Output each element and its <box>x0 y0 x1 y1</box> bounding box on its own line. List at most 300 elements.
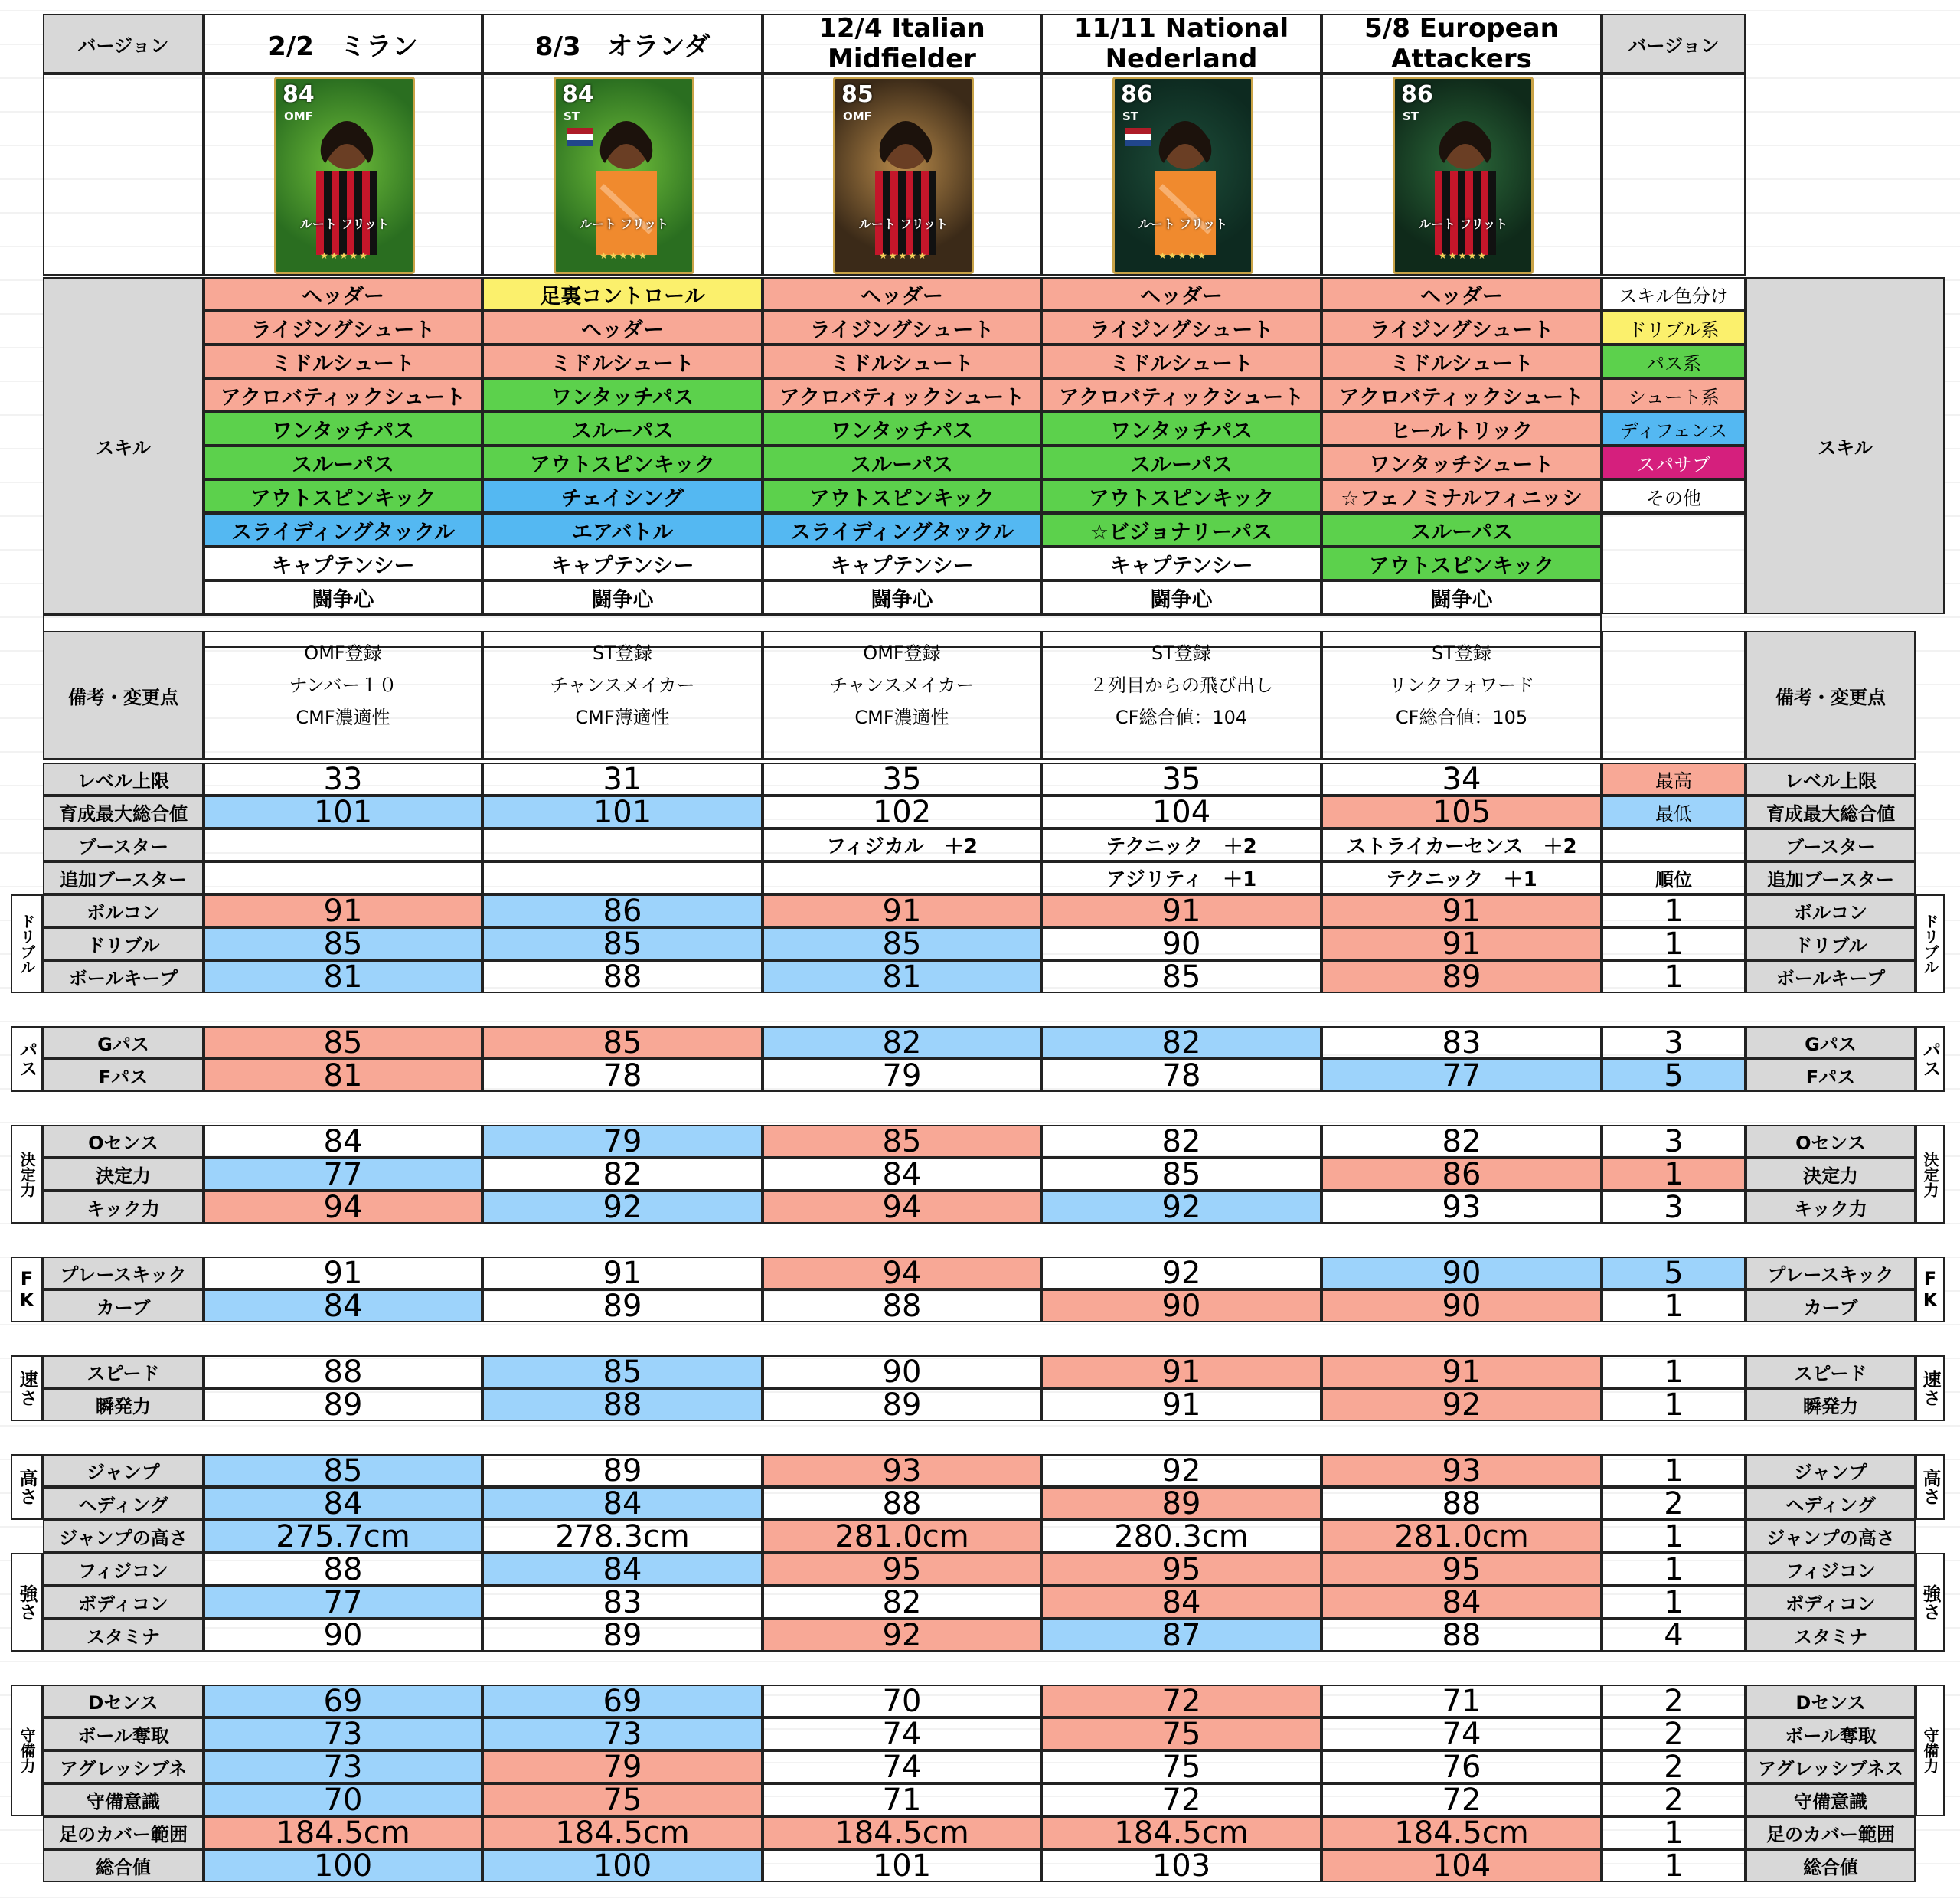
skill-cell <box>1041 277 1321 311</box>
skill-cell-text: ワンタッチパス <box>1109 419 1253 443</box>
skill-cell-text: 闘争心 <box>1430 587 1493 612</box>
skill-cell <box>763 378 1041 412</box>
stat-value <box>763 828 1041 861</box>
rank-value <box>1602 1520 1746 1553</box>
section-label-text: 速さ <box>16 1370 38 1407</box>
skill-cell <box>204 580 482 614</box>
stat-value <box>482 1158 763 1191</box>
stat-value <box>204 1553 482 1586</box>
skill-cell <box>763 479 1041 513</box>
stat-value <box>763 927 1041 960</box>
stat-value <box>204 1816 482 1849</box>
stat-value <box>763 1816 1041 1849</box>
note-line: CF総合値：105 <box>1395 707 1528 728</box>
stat-value-text: 82 <box>1161 1026 1201 1059</box>
group-separator <box>11 1322 1945 1355</box>
stat-value <box>1321 1191 1602 1224</box>
stat-value <box>482 1487 763 1520</box>
stat-value <box>1041 1520 1321 1553</box>
skill-cell-text: ミドルシュート <box>271 351 415 376</box>
rank-value <box>1602 1816 1746 1849</box>
note-line: ナンバー１０ <box>289 675 397 696</box>
stat-value-text: 69 <box>323 1685 363 1717</box>
stat-label-right-text: カーブ <box>1803 1297 1858 1319</box>
stat-value <box>1321 1750 1602 1783</box>
stat-label-left <box>43 1783 204 1816</box>
legend-item <box>1602 412 1746 446</box>
stat-label-right-text: キック力 <box>1794 1198 1867 1220</box>
stat-value <box>482 1849 763 1882</box>
section-label <box>1916 1125 1945 1224</box>
notes-label-left-text: 備考・変更点 <box>68 686 178 708</box>
stat-label-left-text: レベル上限 <box>77 770 169 792</box>
skill-cell-text: アクロバティックシュート <box>779 385 1025 410</box>
player-portrait-icon <box>835 79 974 274</box>
stat-value <box>1041 1586 1321 1619</box>
skill-cell <box>1321 345 1602 378</box>
stat-value <box>1321 894 1602 927</box>
stat-value-text: 91 <box>1442 1355 1481 1388</box>
stat-label-right <box>1746 796 1916 828</box>
notes-cell <box>1321 631 1602 760</box>
skill-cell <box>482 446 763 479</box>
stat-label-right-text: 守備意識 <box>1794 1791 1867 1812</box>
skill-cell-text: ワンタッチパス <box>550 385 694 410</box>
notes-cell <box>482 631 763 760</box>
stat-value-text: 90 <box>1442 1257 1481 1289</box>
stat-value-text: 89 <box>323 1388 363 1421</box>
stat-value-text: 101 <box>313 796 373 828</box>
rank-value <box>1602 960 1746 993</box>
skill-cell <box>204 479 482 513</box>
stat-value-text: 90 <box>1161 1289 1201 1322</box>
rank-value-text: 1 <box>1664 1849 1684 1882</box>
stat-label-left-text: 総合値 <box>96 1857 151 1878</box>
stat-value-text: 73 <box>323 1750 363 1783</box>
stat-label-right-text: フィジコン <box>1785 1560 1877 1582</box>
stat-label-left <box>43 1553 204 1586</box>
skill-cell-text: アウトスピンキック <box>1088 486 1275 511</box>
skill-cell-text: ☆ビジョナリーパス <box>1089 520 1273 544</box>
stat-value-text: 74 <box>882 1717 922 1750</box>
stat-value-text: 85 <box>323 1026 363 1059</box>
skill-cell-text: アクロバティックシュート <box>220 385 466 410</box>
stat-value-text: 85 <box>323 1454 363 1487</box>
stat-label-right-text: 育成最大総合値 <box>1766 803 1895 825</box>
stat-label-right-text: ジャンプ <box>1794 1462 1867 1483</box>
stat-value <box>763 1783 1041 1816</box>
skill-cell-text: アクロバティックシュート <box>1058 385 1305 410</box>
stat-label-left-text: 守備意識 <box>87 1791 160 1812</box>
rank-value-text: 1 <box>1664 1553 1684 1586</box>
stat-value-text: 75 <box>603 1783 642 1816</box>
skill-cell <box>1041 345 1321 378</box>
stat-value <box>1321 1026 1602 1059</box>
stat-value <box>1321 1454 1602 1487</box>
player-portrait-icon <box>1395 79 1534 274</box>
note-line: ST登録 <box>1152 642 1211 664</box>
stat-value <box>482 1717 763 1750</box>
skill-cell <box>1321 547 1602 580</box>
stat-value <box>1041 1388 1321 1421</box>
stat-value <box>1321 1685 1602 1717</box>
skill-cell-text: 闘争心 <box>1150 587 1213 612</box>
card-position: ST <box>564 109 580 123</box>
rank-value <box>1602 1355 1746 1388</box>
section-label-text: FK <box>1919 1268 1941 1311</box>
skill-cell <box>482 547 763 580</box>
stat-label-left-text: ジャンプの高さ <box>59 1528 188 1549</box>
skill-cell <box>204 446 482 479</box>
version-header-right <box>1602 14 1746 74</box>
stat-value <box>1041 1553 1321 1586</box>
stat-label-right-text: スピード <box>1794 1363 1867 1384</box>
stat-value-text: 100 <box>593 1849 652 1882</box>
stat-label-right-text: ボールキープ <box>1775 968 1886 989</box>
stat-value-text: ストライカーセンス ＋2 <box>1346 835 1577 858</box>
group-separator <box>11 1421 1945 1454</box>
legend-item <box>1602 311 1746 345</box>
section-label-text: 決定力 <box>18 1151 36 1198</box>
stat-value <box>1321 1783 1602 1816</box>
stat-value <box>763 861 1041 894</box>
rank-value-text: 1 <box>1664 1388 1684 1421</box>
stat-value-text: 91 <box>323 894 363 927</box>
stat-value <box>204 1454 482 1487</box>
skill-cell <box>1321 580 1602 614</box>
stat-value <box>1041 1487 1321 1520</box>
stat-value <box>1321 927 1602 960</box>
stat-value <box>482 796 763 828</box>
stat-label-right-text: ジャンプの高さ <box>1766 1528 1895 1549</box>
stat-label-left-text: 瞬発力 <box>96 1396 151 1417</box>
rank-value <box>1602 1553 1746 1586</box>
stat-label-right <box>1746 861 1916 894</box>
skill-cell-text: アウトスピンキック <box>808 486 995 511</box>
rank-value <box>1602 1586 1746 1619</box>
stat-value-text: 34 <box>1442 763 1481 796</box>
player-card <box>1112 77 1253 274</box>
version-title-text: 12/4 Italian Midfielder <box>818 14 985 74</box>
skill-cell-text: ライジングシュート <box>250 318 436 342</box>
stat-value-text: 101 <box>872 1849 932 1882</box>
stat-value-text: 31 <box>603 763 642 796</box>
skill-cell-text: ヒールトリック <box>1390 419 1534 443</box>
stat-value-text: 79 <box>603 1750 642 1783</box>
stat-label-right <box>1746 894 1916 927</box>
stat-value-text: 85 <box>323 927 363 960</box>
rank-value-text: 5 <box>1664 1059 1684 1092</box>
skill-cell <box>482 580 763 614</box>
rank-value-text: 1 <box>1664 894 1684 927</box>
version-title <box>204 14 482 74</box>
stat-value-text: 104 <box>1152 796 1211 828</box>
stat-value-text: 85 <box>603 927 642 960</box>
stat-value-text: 94 <box>882 1257 922 1289</box>
stat-value <box>1041 1849 1321 1882</box>
stat-value-text: 35 <box>1161 763 1201 796</box>
version-title <box>1321 14 1602 74</box>
skill-cell <box>763 547 1041 580</box>
legend-item <box>1602 479 1746 513</box>
player-card <box>274 77 415 274</box>
stat-value <box>763 796 1041 828</box>
stat-value-text: 84 <box>882 1158 922 1191</box>
card-stars: ★★★★★ <box>1439 250 1488 261</box>
skill-cell-text: アウトスピンキック <box>1368 554 1555 578</box>
skill-cell <box>763 580 1041 614</box>
stat-value <box>204 1750 482 1783</box>
stat-label-left-text: ボディコン <box>77 1593 169 1615</box>
section-label <box>1916 1355 1945 1421</box>
stat-label-right <box>1746 1355 1916 1388</box>
stat-value-text: 100 <box>313 1849 373 1882</box>
section-label-text: 高さ <box>1919 1469 1941 1505</box>
rank-value <box>1602 1783 1746 1816</box>
stat-label-left <box>43 1355 204 1388</box>
stat-value-text: 89 <box>1442 960 1481 993</box>
stat-value-text: 90 <box>1161 927 1201 960</box>
stat-value-text: 75 <box>1161 1717 1201 1750</box>
stat-value <box>1041 1816 1321 1849</box>
skill-cell <box>1041 513 1321 547</box>
note-line: リンクフォワード <box>1388 675 1535 696</box>
stat-label-left-text: Gパス <box>97 1034 149 1055</box>
stat-value <box>1041 960 1321 993</box>
skill-cell <box>763 446 1041 479</box>
stat-value <box>204 1619 482 1652</box>
skill-cell <box>1321 378 1602 412</box>
skill-cell-text: ワンタッチシュート <box>1369 453 1554 477</box>
skill-cell-text: ヘッダー <box>861 284 943 309</box>
stat-value <box>1321 1059 1602 1092</box>
stat-value <box>204 1125 482 1158</box>
skill-cell <box>1321 513 1602 547</box>
rank-value-text: 1 <box>1664 1355 1684 1388</box>
rank-value-text: 2 <box>1664 1750 1684 1783</box>
stat-value <box>1321 1257 1602 1289</box>
stat-label-right <box>1746 1783 1916 1816</box>
stat-label-right-text: ドリブル <box>1794 935 1867 956</box>
stat-value <box>1041 927 1321 960</box>
stat-label-left <box>43 894 204 927</box>
rank-value-text: 3 <box>1664 1026 1684 1059</box>
stat-value-text: 184.5cm <box>1394 1816 1529 1849</box>
stat-label-right-text: 瞬発力 <box>1803 1396 1858 1417</box>
rank-value-text: 3 <box>1664 1125 1684 1158</box>
stat-label-right-text: ヘディング <box>1785 1495 1876 1516</box>
stat-value <box>204 796 482 828</box>
card-right-blank <box>1602 74 1746 276</box>
stat-value <box>204 1487 482 1520</box>
skill-cell <box>204 345 482 378</box>
stat-label-left-text: ボールキープ <box>68 968 178 989</box>
stat-value <box>204 1586 482 1619</box>
skill-cell-text: アウトスピンキック <box>250 486 436 511</box>
stat-value-text: 88 <box>1442 1619 1481 1652</box>
stat-label-left-text: 決定力 <box>96 1165 151 1187</box>
stat-value-text: 78 <box>1161 1059 1201 1092</box>
card-rating: 85 <box>841 81 874 108</box>
stat-value <box>763 1125 1041 1158</box>
stat-value-text: 281.0cm <box>835 1520 969 1553</box>
stat-value-text: 83 <box>603 1586 642 1619</box>
stat-value <box>482 1553 763 1586</box>
stat-value-text: 281.0cm <box>1394 1520 1529 1553</box>
skill-cell <box>1041 479 1321 513</box>
stat-label-left <box>43 1191 204 1224</box>
stat-value <box>204 1191 482 1224</box>
stat-value-text: 89 <box>603 1619 642 1652</box>
section-label-text: ドリブル <box>18 913 36 975</box>
rank-value-text: 最低 <box>1655 803 1692 825</box>
stat-value <box>482 1026 763 1059</box>
stat-label-left <box>43 1685 204 1717</box>
stat-value <box>1321 1125 1602 1158</box>
note-line: ２列目からの飛び出し <box>1089 675 1273 696</box>
stat-value <box>482 1685 763 1717</box>
stat-value-text: 88 <box>1442 1487 1481 1520</box>
stat-value <box>763 1388 1041 1421</box>
card-player-name: ルート フリット <box>579 217 669 231</box>
stat-value <box>482 1289 763 1322</box>
stat-value-text: 102 <box>872 796 932 828</box>
stat-value-text: 82 <box>882 1586 922 1619</box>
stat-value <box>1041 894 1321 927</box>
skill-cell <box>1041 311 1321 345</box>
note-line: CMF薄適性 <box>575 707 670 728</box>
stat-label-right <box>1746 1685 1916 1717</box>
stat-label-right-text: Fパス <box>1805 1067 1856 1088</box>
card-player-name: ルート フリット <box>858 217 949 231</box>
stat-value-text: 88 <box>323 1553 363 1586</box>
rank-value-text: 2 <box>1664 1783 1684 1816</box>
stat-value <box>1321 763 1602 796</box>
stat-value <box>1041 1125 1321 1158</box>
stat-value <box>1041 763 1321 796</box>
stat-label-left <box>43 1257 204 1289</box>
stat-value-text: 84 <box>603 1487 642 1520</box>
skill-cell <box>204 547 482 580</box>
stat-label-left-text: アグレッシブネ <box>59 1758 188 1779</box>
stat-value <box>1321 1158 1602 1191</box>
skill-cell <box>763 412 1041 446</box>
stat-label-left <box>43 796 204 828</box>
rank-value <box>1602 1487 1746 1520</box>
skill-cell-text: 闘争心 <box>312 587 374 612</box>
stat-value <box>763 1520 1041 1553</box>
skill-cell-text: ワンタッチパス <box>271 419 415 443</box>
stat-value <box>482 1257 763 1289</box>
skill-cell <box>1041 547 1321 580</box>
rank-header <box>1602 861 1746 894</box>
stat-value-text: 88 <box>882 1487 922 1520</box>
stat-label-right <box>1746 1125 1916 1158</box>
stat-value-text: 77 <box>323 1586 363 1619</box>
section-label-text: FK <box>16 1268 38 1311</box>
skill-cell <box>482 277 763 311</box>
stat-value <box>1041 1717 1321 1750</box>
stat-label-left-text: ヘディング <box>78 1495 168 1516</box>
rank-value <box>1602 1454 1746 1487</box>
stat-value <box>1321 1849 1602 1882</box>
stat-value <box>204 1849 482 1882</box>
stat-value-text: 73 <box>603 1717 642 1750</box>
skill-cell-text: スルーパス <box>1130 453 1233 477</box>
stat-label-right-text: アグレッシブネス <box>1757 1758 1904 1779</box>
section-label <box>11 1553 43 1652</box>
skill-cell <box>1321 479 1602 513</box>
stat-value <box>204 894 482 927</box>
stat-value-text: 90 <box>323 1619 363 1652</box>
skill-cell-text: キャプテンシー <box>271 554 415 578</box>
stat-value-text: テクニック ＋2 <box>1106 835 1257 858</box>
card-stars: ★★★★★ <box>879 250 928 261</box>
version-title <box>1041 14 1321 74</box>
stat-label-left <box>43 763 204 796</box>
skills-label-left <box>43 277 204 614</box>
stat-label-right <box>1746 763 1916 796</box>
stat-value-text: 91 <box>323 1257 363 1289</box>
card-position: ST <box>1122 109 1139 123</box>
stat-label-left-text: 育成最大総合値 <box>59 803 188 825</box>
skill-cell-text: 闘争心 <box>871 587 933 612</box>
skill-cell <box>1321 446 1602 479</box>
stat-value <box>204 1059 482 1092</box>
stat-value-text: 84 <box>1161 1586 1201 1619</box>
stat-value <box>763 1619 1041 1652</box>
skill-cell-text: ミドルシュート <box>830 351 974 376</box>
stat-label-right-text: Dセンス <box>1795 1692 1866 1714</box>
stat-label-left <box>43 1750 204 1783</box>
skill-cell-text: ☆フェノミナルフィニッシ <box>1341 486 1583 511</box>
skills-label-left-text: スキル <box>96 436 151 459</box>
stat-value-text: 92 <box>882 1619 922 1652</box>
skill-cell-text: スルーパス <box>851 453 953 477</box>
section-label-text: 速さ <box>1919 1370 1941 1407</box>
section-label <box>1916 1026 1945 1092</box>
stat-label-left <box>43 1717 204 1750</box>
skill-cell <box>482 479 763 513</box>
stat-label-left <box>43 960 204 993</box>
rank-value-text: 2 <box>1664 1487 1684 1520</box>
stat-value-text: 95 <box>1161 1553 1201 1586</box>
stat-value-text: 89 <box>1161 1487 1201 1520</box>
rank-value <box>1602 796 1746 828</box>
rank-value-text: 5 <box>1664 1257 1684 1289</box>
rank-value-text: 1 <box>1664 1520 1684 1553</box>
notes-label-right-text: 備考・変更点 <box>1775 686 1886 708</box>
section-label <box>1916 1454 1945 1520</box>
player-card <box>554 77 694 274</box>
stat-value-text: 85 <box>882 1125 922 1158</box>
stat-value-text: 91 <box>1442 894 1481 927</box>
stat-value-text: 90 <box>1442 1289 1481 1322</box>
stat-value-text: 74 <box>882 1750 922 1783</box>
stat-value-text: 88 <box>603 1388 642 1421</box>
stat-label-right-text: Oセンス <box>1795 1132 1866 1154</box>
rank-value <box>1602 1750 1746 1783</box>
group-separator <box>11 1652 1945 1685</box>
skill-cell-text: スルーパス <box>292 453 394 477</box>
stat-value-text: 74 <box>1442 1717 1481 1750</box>
section-label <box>11 1355 43 1421</box>
stat-label-left-text: スピード <box>87 1363 160 1384</box>
stat-value <box>763 1586 1041 1619</box>
stat-value <box>482 1586 763 1619</box>
stat-label-right-text: Gパス <box>1805 1034 1857 1055</box>
stat-value-text: 91 <box>882 894 922 927</box>
